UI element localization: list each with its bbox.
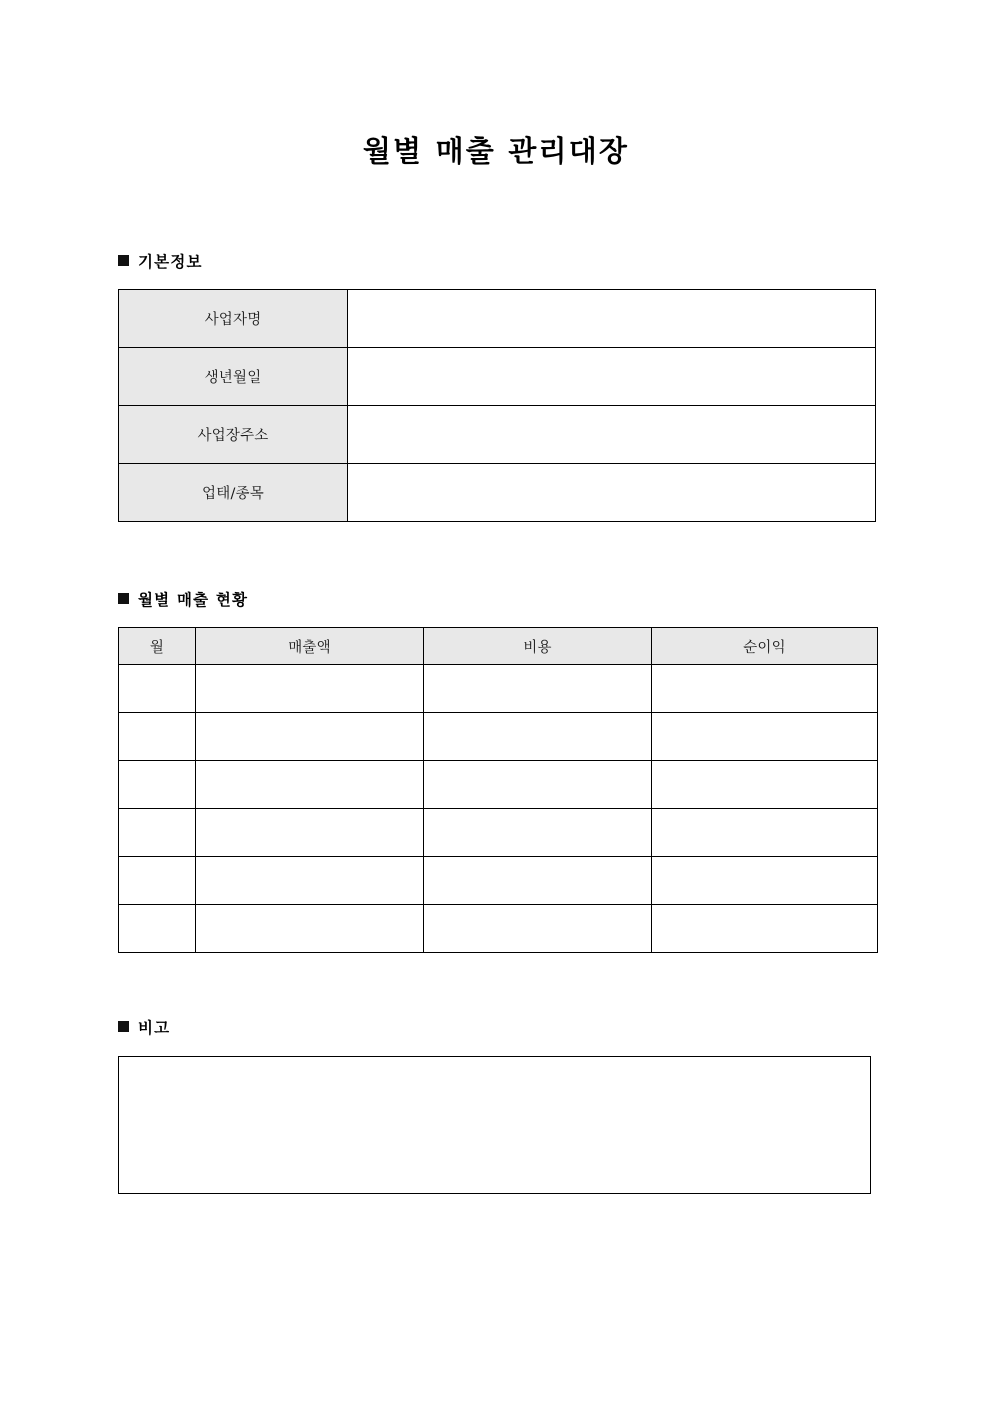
cell-sales[interactable]	[196, 809, 424, 857]
cell-cost[interactable]	[424, 857, 652, 905]
cell-month[interactable]	[119, 905, 196, 953]
page-title: 월별 매출 관리대장	[362, 134, 630, 168]
cell-month[interactable]	[119, 857, 196, 905]
cell-sales[interactable]	[196, 857, 424, 905]
square-bullet-icon	[118, 1021, 129, 1032]
table-row	[119, 713, 878, 761]
basic-info-field-business-name[interactable]	[348, 290, 876, 348]
column-header-cost: 비용	[424, 628, 652, 665]
cell-net-profit[interactable]	[652, 809, 878, 857]
cell-sales[interactable]	[196, 665, 424, 713]
remarks-textarea[interactable]	[118, 1056, 871, 1194]
table-row	[119, 665, 878, 713]
table-row	[119, 809, 878, 857]
cell-cost[interactable]	[424, 665, 652, 713]
table-row	[119, 290, 876, 348]
square-bullet-icon	[118, 255, 129, 266]
cell-cost[interactable]	[424, 809, 652, 857]
cell-cost[interactable]	[424, 713, 652, 761]
section-heading-basic-info	[118, 251, 203, 273]
basic-info-label-business-address: 사업장주소	[119, 406, 348, 464]
monthly-sales-table	[118, 627, 878, 953]
table-row	[119, 761, 878, 809]
basic-info-table	[118, 289, 876, 522]
cell-month[interactable]	[119, 713, 196, 761]
basic-info-label-birth-date: 생년월일	[119, 348, 348, 406]
table-header-row	[119, 628, 878, 665]
table-row	[119, 857, 878, 905]
section-heading-remarks-label: 비고	[138, 1019, 171, 1037]
cell-month[interactable]	[119, 761, 196, 809]
cell-net-profit[interactable]	[652, 905, 878, 953]
column-header-net-profit: 순이익	[652, 628, 878, 665]
cell-sales[interactable]	[196, 905, 424, 953]
cell-net-profit[interactable]	[652, 857, 878, 905]
cell-net-profit[interactable]	[652, 713, 878, 761]
basic-info-field-business-address[interactable]	[348, 406, 876, 464]
cell-month[interactable]	[119, 809, 196, 857]
basic-info-label-business-type: 업태/종목	[119, 464, 348, 522]
cell-month[interactable]	[119, 665, 196, 713]
section-heading-monthly-sales-label: 월별 매출 현황	[138, 591, 249, 609]
column-header-sales-amount: 매출액	[196, 628, 424, 665]
table-row	[119, 905, 878, 953]
cell-sales[interactable]	[196, 761, 424, 809]
table-row	[119, 406, 876, 464]
cell-sales[interactable]	[196, 713, 424, 761]
table-row	[119, 464, 876, 522]
section-heading-basic-info-label: 기본정보	[138, 253, 203, 271]
cell-net-profit[interactable]	[652, 761, 878, 809]
table-row	[119, 348, 876, 406]
cell-cost[interactable]	[424, 761, 652, 809]
section-heading-remarks	[118, 1017, 170, 1039]
cell-net-profit[interactable]	[652, 665, 878, 713]
basic-info-field-birth-date[interactable]	[348, 348, 876, 406]
square-bullet-icon	[118, 593, 129, 604]
section-heading-monthly-sales	[118, 589, 248, 611]
basic-info-field-business-type[interactable]	[348, 464, 876, 522]
basic-info-label-business-name: 사업자명	[119, 290, 348, 348]
column-header-month: 월	[119, 628, 196, 665]
cell-cost[interactable]	[424, 905, 652, 953]
